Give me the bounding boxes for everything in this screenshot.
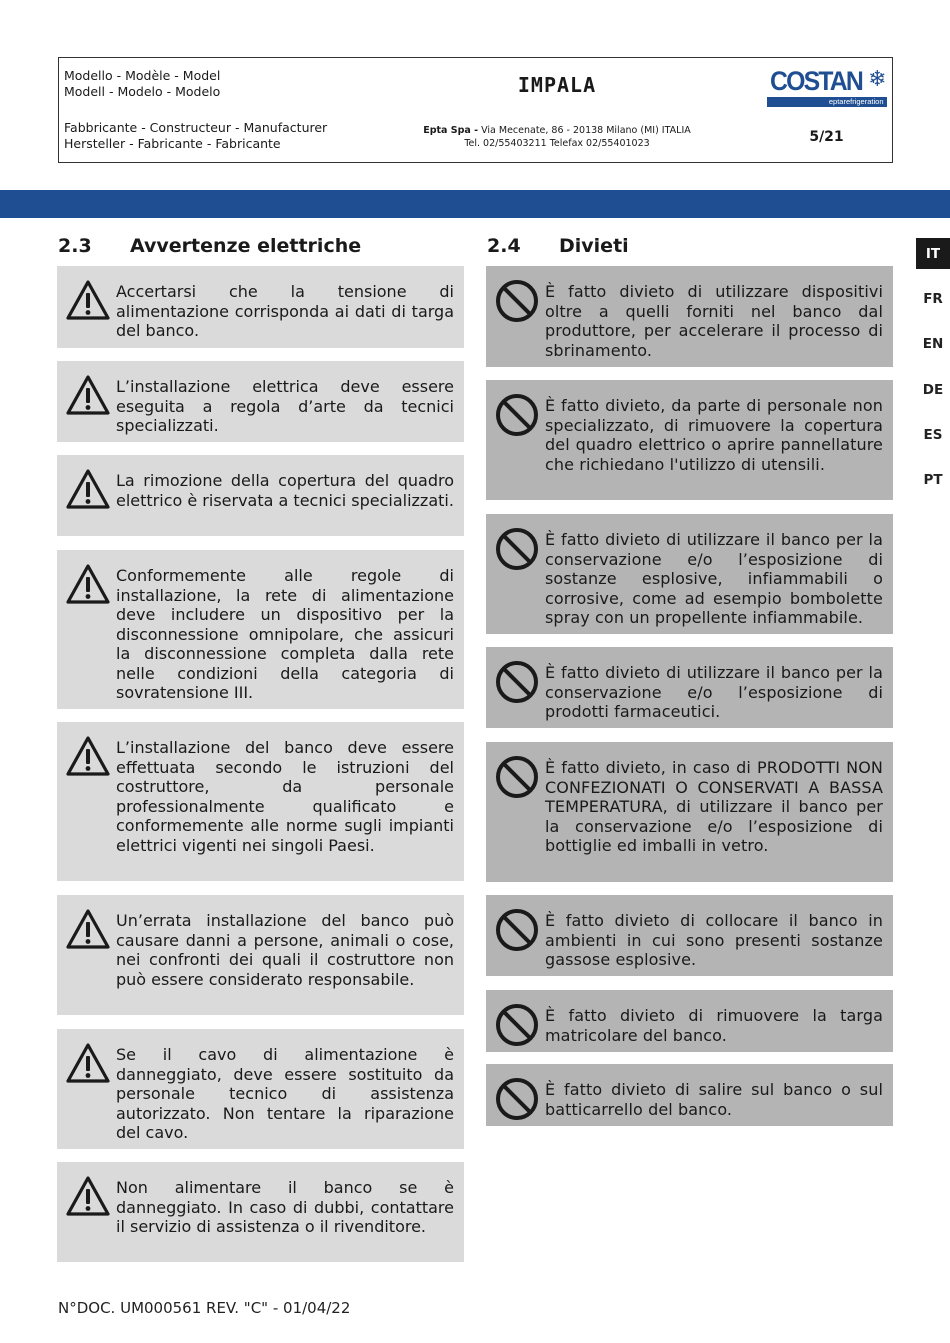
warning-triangle-icon [65, 467, 111, 513]
address-line-2: Tel. 02/55403211 Telefax 02/55401023 [464, 137, 650, 149]
prohibition-icon [494, 659, 540, 705]
logo-cell [761, 58, 892, 111]
warning-text: L’installazione del banco deve essere effettuata secondo le istruzioni del costruttore, da personale professionalmente qualificato e conformemente alle norme sugli impianti elettrici vigenti nei singoli Paesi. [116, 738, 454, 855]
warning-triangle-icon [65, 278, 111, 324]
warning-text: La rimozione della copertura del quadro elettrico è riservata a tecnici specializzati. [116, 471, 454, 510]
language-tab-it[interactable]: IT [916, 238, 950, 269]
prohibition-item [486, 647, 893, 728]
model-label-line-2: Modell - Modelo - Modelo [64, 84, 221, 99]
warning-item [57, 361, 464, 442]
prohibition-text: È fatto divieto di rimuovere la targa matricolare del banco. [545, 1006, 883, 1045]
prohibition-item [486, 895, 893, 976]
language-tab-de[interactable]: DE [922, 381, 944, 398]
model-title: IMPALA [517, 72, 597, 97]
prohibition-text: È fatto divieto, da parte di personale non specializzato, di rimuovere la copertura del quadro elettrico o aprire pannellature che richiedano l'utilizzo di utensili. [545, 396, 883, 474]
warning-triangle-icon [65, 1174, 111, 1220]
warning-triangle-icon [65, 907, 111, 953]
prohibition-icon [494, 754, 540, 800]
document-number: N°DOC. UM000561 REV. "C" - 01/04/22 [58, 1299, 351, 1317]
page-number: 5/21 [809, 128, 844, 145]
prohibition-text: È fatto divieto di salire sul banco o sul batticarrello del banco. [545, 1080, 883, 1119]
company-name: Epta Spa - [423, 124, 479, 136]
snowflake-icon: ❄ [868, 66, 887, 92]
manufacturer-address [353, 111, 761, 162]
language-tab-es[interactable]: ES [923, 426, 943, 443]
prohibition-item [486, 742, 893, 882]
logo-text: COSTAN [769, 65, 862, 96]
warning-item [57, 455, 464, 536]
address-line-1 [423, 124, 691, 137]
section-number: 2.3 [58, 235, 92, 257]
warning-item [57, 266, 464, 348]
costan-logo [767, 64, 887, 106]
prohibition-text: È fatto divieto, in caso di PRODOTTI NON CONFEZIONATI O CONSERVATI A BASSA TEMPERATURA, di utilizzare il banco per la conservazione e/o l’esposizione di bottiglie ed imballi in vetro. [545, 758, 883, 855]
model-label-line-1: Modello - Modèle - Model [64, 68, 221, 83]
language-tab-en[interactable]: EN [922, 335, 944, 352]
document-header [58, 57, 893, 163]
prohibition-text: È fatto divieto di utilizzare il banco per la conservazione e/o l’esposizione di prodotti farmaceutici. [545, 663, 883, 721]
prohibition-text: È fatto divieto di utilizzare il banco per la conservazione e/o l’esposizione di sostanze esplosive, infiammabili o corrosive, come ad esempio bombolette spray con un propellente infiammabile. [545, 530, 883, 627]
address-street: Via Mecenate, 86 - 20138 Milano (MI) ITALIA [478, 124, 691, 136]
prohibition-item [486, 266, 893, 367]
manufacturer-label-line-1: Fabbricante - Constructeur - Manufacturer [64, 120, 328, 135]
model-label-cell [59, 58, 353, 111]
prohibition-item [486, 514, 893, 634]
prohibition-icon [494, 392, 540, 438]
prohibition-icon [494, 1002, 540, 1048]
prohibition-item [486, 380, 893, 500]
section-title: Avvertenze elettriche [130, 235, 362, 257]
warning-triangle-icon [65, 373, 111, 419]
warning-text: Un’errata installazione del banco può causare danni a persone, animali o cose, nei confronti dei quali il costruttore non può essere considerato responsabile. [116, 911, 454, 989]
warning-triangle-icon [65, 734, 111, 780]
prohibition-icon [494, 907, 540, 953]
section-number: 2.4 [487, 235, 521, 257]
prohibition-item [486, 990, 893, 1052]
section-title: Divieti [559, 235, 629, 257]
warning-item [57, 1029, 464, 1149]
prohibition-icon [494, 526, 540, 572]
warning-text: Se il cavo di alimentazione è danneggiato, deve essere sostituito da personale tecnico di assistenza autorizzato. Non tentare la riparazione del cavo. [116, 1045, 454, 1142]
warning-item [57, 550, 464, 709]
warning-item [57, 1162, 464, 1262]
header-band [0, 190, 950, 218]
warning-text: Accertarsi che la tensione di alimentazione corrisponda ai dati di targa del banco. [116, 282, 454, 340]
language-tab-fr[interactable]: FR [923, 290, 943, 307]
warning-text: Non alimentare il banco se è danneggiato. In caso di dubbi, contattare il servizio di assistenza o il rivenditore. [116, 1178, 454, 1236]
warning-triangle-icon [65, 562, 111, 608]
prohibition-text: È fatto divieto di collocare il banco in ambienti in cui sono presenti sostanze gassose esplosive. [545, 911, 883, 969]
warning-text: Conformemente alle regole di installazione, la rete di alimentazione deve includere un dispositivo per la disconnessione omnipolare, che assicuri la disconnessione completa dalla rete nelle condizioni della categoria di sovratensione III. [116, 566, 454, 702]
warning-item [57, 722, 464, 881]
logo-subtitle: eptarefrigeration [767, 97, 887, 107]
manufacturer-label-line-2: Hersteller - Fabricante - Fabricante [64, 136, 281, 151]
manufacturer-label-cell [59, 111, 353, 162]
prohibition-icon [494, 278, 540, 324]
warning-item [57, 895, 464, 1015]
warning-triangle-icon [65, 1041, 111, 1087]
language-tab-pt[interactable]: PT [923, 471, 943, 488]
prohibition-icon [494, 1076, 540, 1122]
warning-text: L’installazione elettrica deve essere eseguita a regola d’arte da tecnici specializzati. [116, 377, 454, 435]
prohibition-item [486, 1064, 893, 1126]
prohibition-text: È fatto divieto di utilizzare dispositivi oltre a quelli forniti nel banco dal produttore, per accelerare il processo di sbrinamento. [545, 282, 883, 360]
